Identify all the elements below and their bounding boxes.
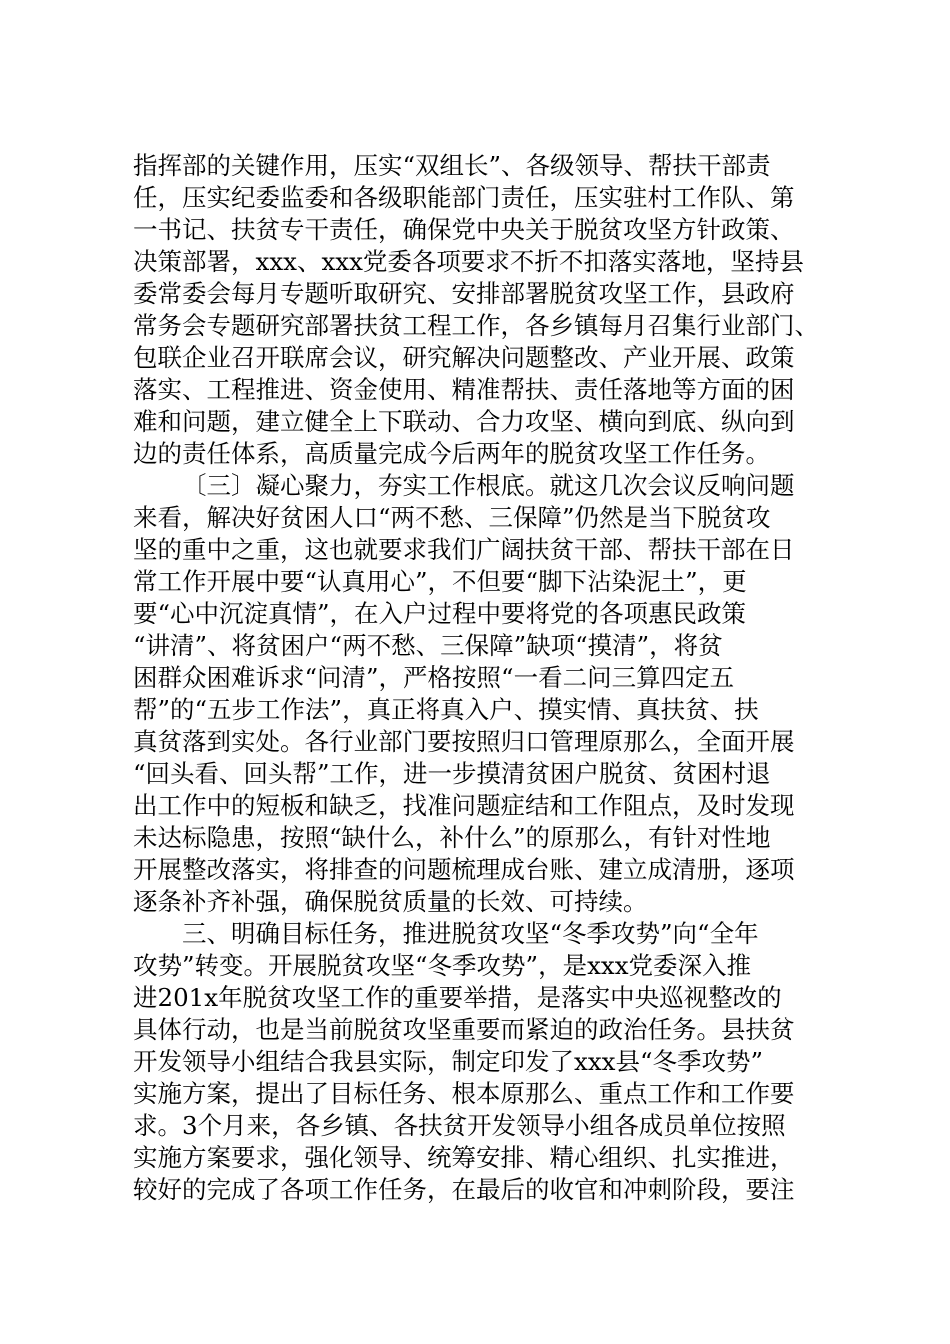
text-line: 坚的重中之重，这也就要求我们广阔扶贫干部、帮扶干部在日: [133, 535, 795, 564]
text-line: 开展整改落实，将排查的问题梳理成台账、建立成清册，逐项: [133, 855, 795, 884]
body-text: [133, 150, 833, 1206]
paragraph-first-line: 三、明确目标任务，推进脱贫攻坚“冬季攻势”向“全年: [182, 919, 759, 948]
text-line: 任，压实纪委监委和各级职能部门责任，压实驻村工作队、第: [133, 183, 795, 212]
text-line: 落实、工程推进、资金使用、精准帮扶、责任落地等方面的困: [133, 375, 795, 404]
text-line: 逐条补齐补强，确保脱贫质量的长效、可持续。: [133, 887, 648, 916]
paragraph-first-line: 〔三〕凝心聚力，夯实工作根底。就这几次会议反响问题: [182, 471, 795, 500]
text-line: 实施方案，提出了目标任务、根本原那么、重点工作和工作要: [133, 1079, 795, 1108]
text-line: “回头看、回头帮”工作，进一步摸清贫困户脱贫、贫困村退: [133, 759, 771, 788]
text-line: 一书记、扶贫专干责任，确保党中央关于脱贫攻坚方针政策、: [133, 215, 795, 244]
text-line: 攻势”转变。开展脱贫攻坚“冬季攻势”，是xxx党委深入推: [133, 951, 752, 980]
text-line: 委常委会每月专题听取研究、安排部署脱贫攻坚工作，县政府: [133, 279, 795, 308]
text-line: 包联企业召开联席会议，研究解决问题整改、产业开展、政策: [133, 343, 795, 372]
text-line: 难和问题，建立健全上下联动、合力攻坚、横向到底、纵向到: [133, 407, 795, 436]
text-line: 要“心中沉淀真情”，在入户过程中要将党的各项惠民政策: [133, 599, 747, 628]
text-line: 常工作开展中要“认真用心”，不但要“脚下沾染泥土”，更: [133, 567, 747, 596]
text-line: 困群众困难诉求“问清”，严格按照“一看二问三算四定五: [133, 663, 735, 692]
text-line: 未达标隐患，按照“缺什么，补什么”的原那么，有针对性地: [133, 823, 771, 852]
text-line: 求。3个月来，各乡镇、各扶贫开发领导小组各成员单位按照: [133, 1111, 786, 1140]
text-line: 常务会专题研究部署扶贫工程工作，各乡镇每月召集行业部门、: [133, 311, 819, 340]
text-line: 帮”的“五步工作法”，真正将真入户、摸实情、真扶贫、扶: [133, 695, 759, 724]
text-line: 边的责任体系，高质量完成今后两年的脱贫攻坚工作任务。: [133, 439, 770, 468]
text-line: 较好的完成了各项工作任务，在最后的收官和冲刺阶段，要注: [133, 1175, 795, 1204]
text-line: 具体行动，也是当前脱贫攻坚重要而紧迫的政治任务。县扶贫: [133, 1015, 795, 1044]
text-line: 决策部署，xxx、xxx党委各项要求不折不扣落实落地，坚持县: [133, 247, 804, 276]
text-line: 来看，解决好贫困人口“两不愁、三保障”仍然是当下脱贫攻: [133, 503, 771, 532]
text-line: 实施方案要求，强化领导、统筹安排、精心组织、扎实推进，: [133, 1143, 795, 1172]
text-line: “讲清”、将贫困户“两不愁、三保障”缺项“摸清”，将贫: [133, 631, 723, 660]
text-line: 出工作中的短板和缺乏，找准问题症结和工作阻点，及时发现: [133, 791, 795, 820]
text-line: 开发领导小组结合我县实际，制定印发了xxx县“冬季攻势”: [133, 1047, 763, 1076]
text-line: 指挥部的关键作用，压实“双组长”、各级领导、帮扶干部责: [133, 151, 771, 180]
text-line: 进201x年脱贫攻坚工作的重要举措，是落实中央巡视整改的: [133, 983, 782, 1012]
text-line: 真贫落到实处。各行业部门要按照归口管理原那么，全面开展: [133, 727, 795, 756]
